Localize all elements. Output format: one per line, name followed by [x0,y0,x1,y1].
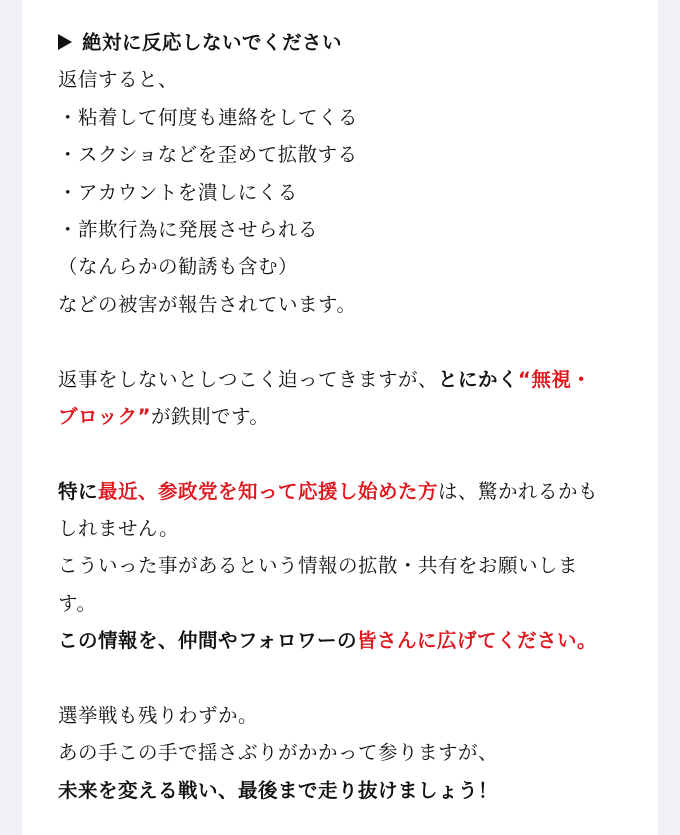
play-triangle-icon [58,34,72,50]
document-page [22,0,658,835]
paragraph-line: しれません。 [58,517,180,541]
paragraph-line [58,473,648,510]
list-item: ・アカウントを潰しにくる [58,180,298,204]
paragraph-gap [58,323,648,360]
paragraph-line: 選挙戦も残りわずか。 [58,704,259,728]
bold-text: この情報を、仲間やフォロワーの [58,629,358,653]
heading-text: 絶対に反応しないでください [82,31,343,54]
paragraph-line: こういった事があるという情報の拡散・共有をお願いしま [58,554,579,578]
paragraph-line: などの被害が報告されています。 [58,292,357,316]
paragraph-line [58,622,648,659]
text-run: 返事をしないとしつこく迫ってきますが、 [58,367,439,391]
bold-text: 特に [58,479,99,503]
text-run: は、驚かれるかも [438,479,599,503]
highlight-text: 皆さんに広げてください。 [357,629,598,653]
list-item: ・粘着して何度も連絡をしてくる [58,105,359,129]
paragraph-line: す。 [58,591,97,615]
highlight-text: “無視・ [518,367,592,391]
closing-line: 未来を変える戦い、最後まで走り抜けましょう！ [58,778,499,802]
paragraph-line [58,398,648,435]
paragraph-line: 返信すると、 [58,68,179,92]
list-item: ・スクショなどを歪めて拡散する [58,143,358,167]
paragraph-line: あの手この手で揺さぶりがかかって参りますが、 [58,741,499,765]
text-run: が鉄則です。 [150,404,270,428]
paragraph-line [58,361,648,398]
paragraph-gap [58,435,648,472]
section-heading [58,24,648,61]
highlight-text: 最近、参政党を知って応援し始めた方 [98,479,439,503]
article-body [58,24,648,809]
paragraph-gap [58,660,648,697]
highlight-text: ブロック” [58,404,151,428]
bold-text: とにかく [438,367,519,391]
list-item: ・詐欺行為に発展させられる [58,217,319,241]
list-item-note: （なんらかの勧誘も含む） [58,255,299,279]
